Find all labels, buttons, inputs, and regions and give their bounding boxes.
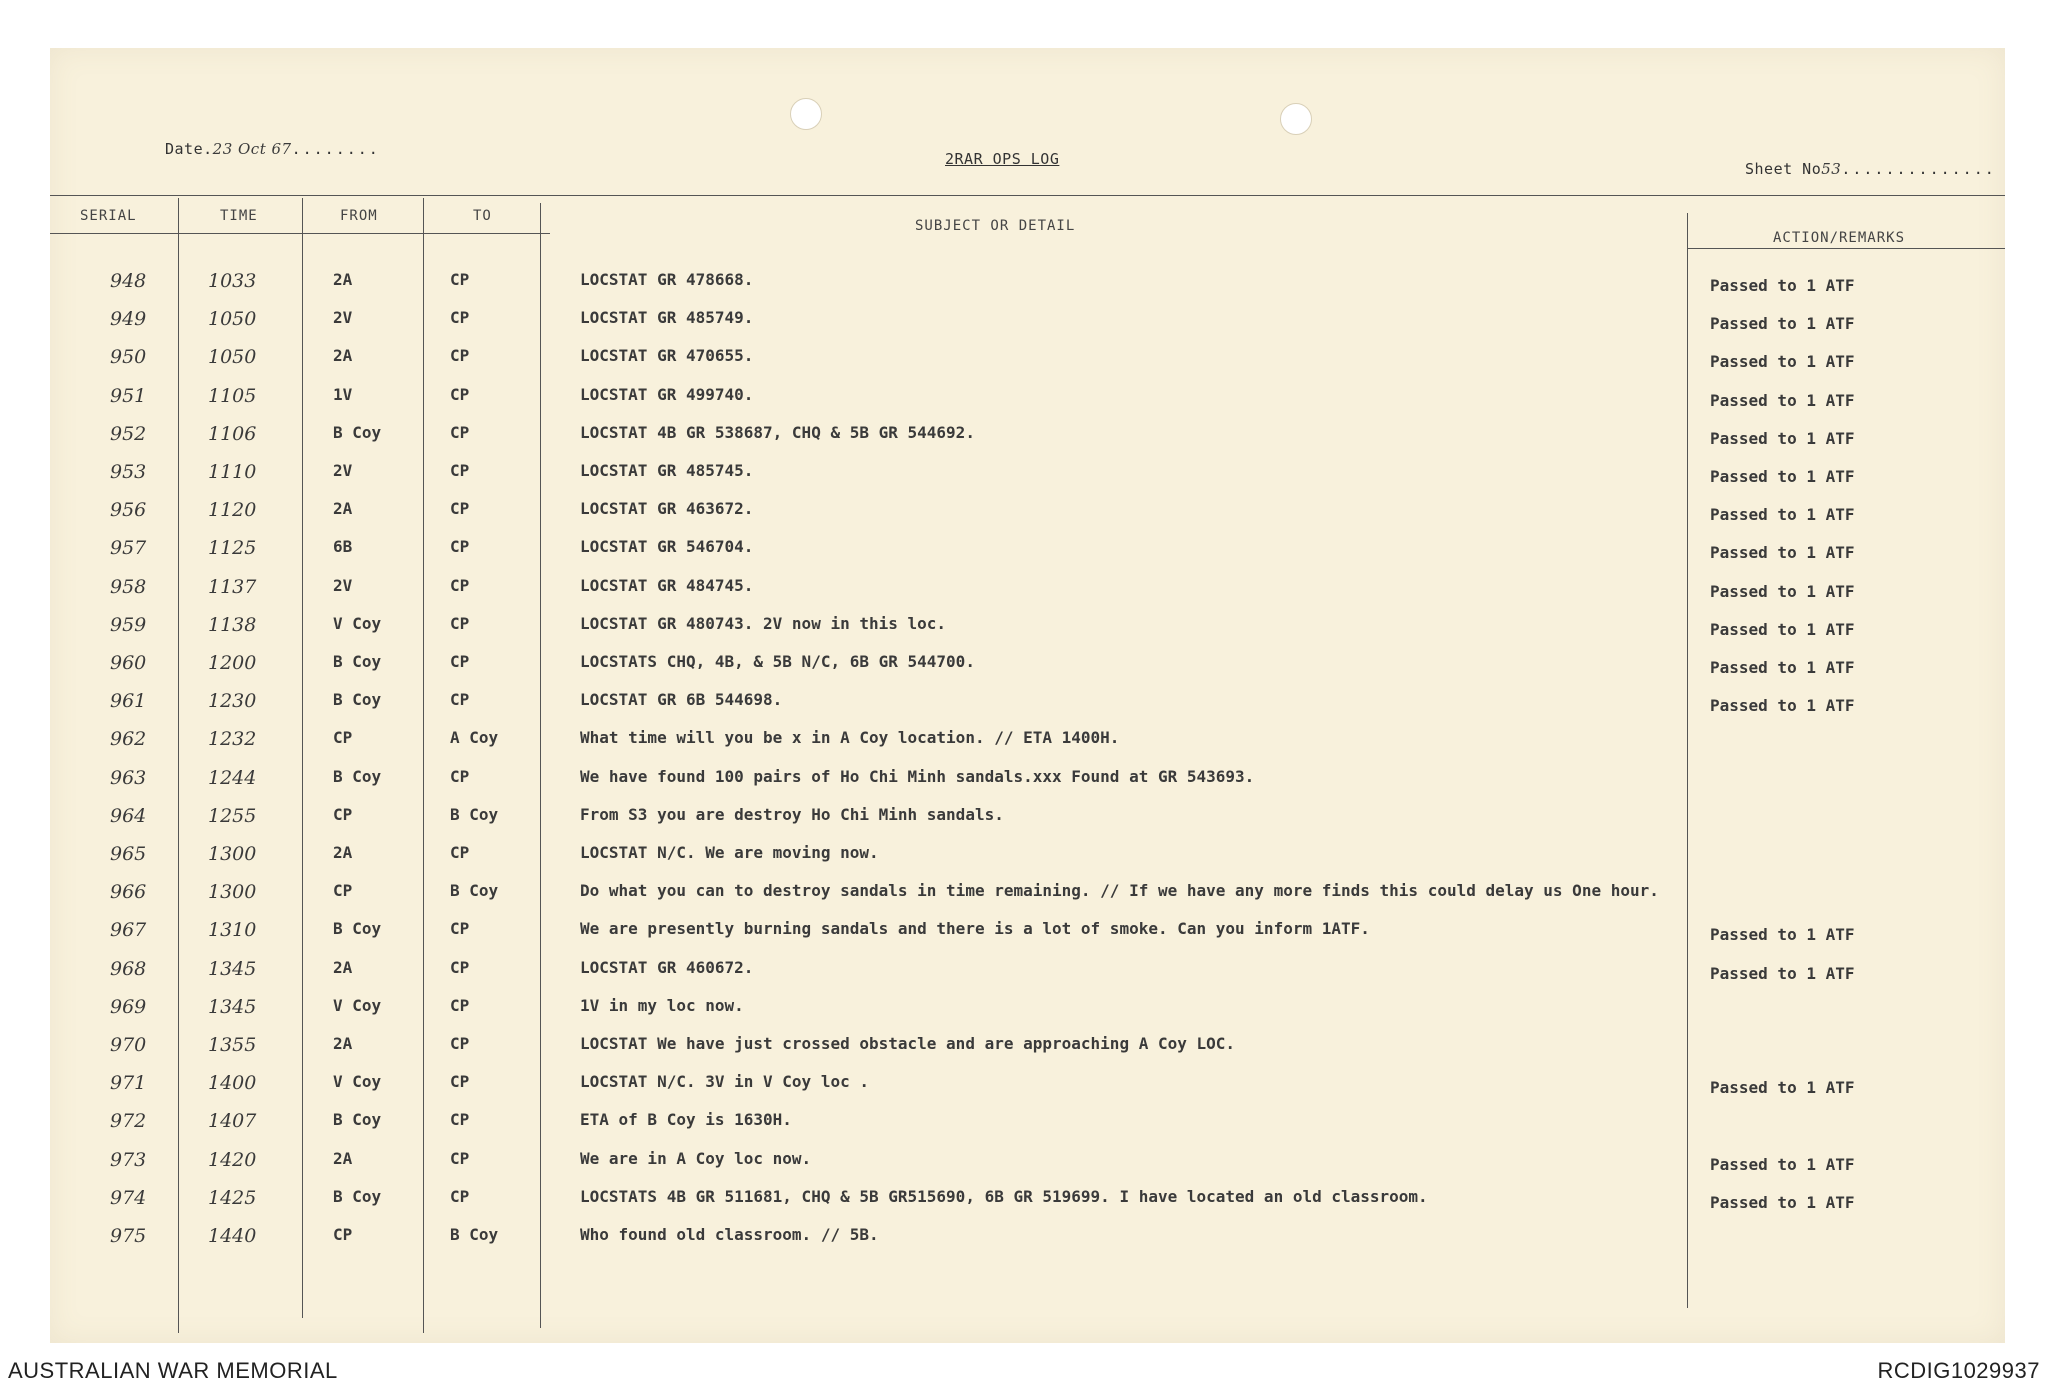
col-head-serial: SERIAL xyxy=(80,208,137,224)
cell-time: 1400 xyxy=(208,1072,257,1095)
cell-to: CP xyxy=(450,1148,470,1168)
header-bottom-rule-right xyxy=(1687,248,2005,249)
log-row xyxy=(50,843,2005,881)
cell-serial: 972 xyxy=(110,1110,147,1133)
cell-detail: We have found 100 pairs of Ho Chi Minh sandals.xxx Found at GR 543693. xyxy=(580,766,1255,786)
cell-time: 1106 xyxy=(208,422,257,445)
cell-from: 2A xyxy=(333,346,353,366)
punch-hole-left xyxy=(790,98,822,130)
cell-serial: 966 xyxy=(110,881,147,904)
cell-detail: LOCSTAT GR 6B 544698. xyxy=(580,690,783,710)
cell-from: 2V xyxy=(333,575,353,595)
cell-detail: ETA of B Coy is 1630H. xyxy=(580,1110,792,1130)
cell-detail: Do what you can to destroy sandals in time remaining. // If we have any more finds this could delay us One hour. xyxy=(580,881,1659,901)
cell-remark: Passed to 1 ATF xyxy=(1710,314,1855,334)
log-row xyxy=(50,614,2005,652)
cell-serial: 968 xyxy=(110,957,147,980)
sheet-number xyxy=(1745,160,1996,178)
cell-time: 1105 xyxy=(208,384,257,407)
cell-detail: LOCSTATS 4B GR 511681, CHQ & 5B GR515690, 6B GR 519699. I have located an old classroom. xyxy=(580,1186,1428,1206)
footer-record-id: RCDIG1029937 xyxy=(1877,1358,2040,1383)
cell-to: CP xyxy=(450,919,470,939)
cell-from: 2A xyxy=(333,957,353,977)
col-head-time: TIME xyxy=(220,208,258,224)
cell-to: B Coy xyxy=(450,881,499,901)
cell-remark: Passed to 1 ATF xyxy=(1710,1154,1855,1174)
cell-to: CP xyxy=(450,499,470,519)
log-row xyxy=(50,385,2005,423)
cell-detail: LOCSTATS CHQ, 4B, & 5B N/C, 6B GR 544700. xyxy=(580,652,975,671)
cell-detail: LOCSTAT GR 485749. xyxy=(580,308,754,328)
log-sheet xyxy=(50,48,2005,1343)
cell-detail: We are in A Coy loc now. xyxy=(580,1148,812,1168)
cell-time: 1300 xyxy=(208,843,257,865)
cell-remark: Passed to 1 ATF xyxy=(1710,390,1855,410)
log-title xyxy=(945,150,1059,168)
cell-detail: LOCSTAT N/C. 3V in V Coy loc . xyxy=(580,1072,869,1092)
cell-time: 1425 xyxy=(208,1186,257,1209)
cell-time: 1050 xyxy=(208,346,257,369)
cell-time: 1230 xyxy=(208,690,257,713)
cell-from: B Coy xyxy=(333,690,382,710)
cell-from: B Coy xyxy=(333,422,382,442)
cell-to: CP xyxy=(450,613,470,633)
log-row xyxy=(50,423,2005,461)
cell-detail: LOCSTAT GR 478668. xyxy=(580,270,754,289)
log-row xyxy=(50,996,2005,1034)
header-bottom-rule-left xyxy=(50,233,550,234)
cell-detail: LOCSTAT We have just crossed obstacle and are approaching A Coy LOC. xyxy=(580,1034,1236,1053)
cell-to: CP xyxy=(450,346,470,366)
log-row xyxy=(50,767,2005,805)
log-row xyxy=(50,1187,2005,1225)
col-head-remarks: ACTION/REMARKS xyxy=(1773,230,1906,246)
sheet-dots: .............. xyxy=(1841,160,1996,178)
log-row xyxy=(50,499,2005,537)
log-row xyxy=(50,346,2005,384)
cell-serial: 958 xyxy=(110,575,147,598)
cell-serial: 971 xyxy=(110,1072,147,1095)
cell-from: B Coy xyxy=(333,1186,382,1206)
log-row xyxy=(50,308,2005,346)
log-row xyxy=(50,919,2005,957)
cell-serial: 973 xyxy=(110,1148,147,1171)
sheet-value: 53 xyxy=(1821,160,1842,178)
cell-to: CP xyxy=(450,1110,470,1130)
cell-serial: 953 xyxy=(110,461,147,483)
cell-time: 1345 xyxy=(208,995,257,1018)
cell-serial: 951 xyxy=(110,384,147,407)
cell-detail: What time will you be x in A Coy location. // ETA 1400H. xyxy=(580,728,1120,748)
cell-from: B Coy xyxy=(333,919,382,939)
cell-serial: 950 xyxy=(110,346,147,369)
cell-to: CP xyxy=(450,957,470,977)
cell-time: 1300 xyxy=(208,881,257,904)
cell-to: CP xyxy=(450,384,470,404)
cell-time: 1110 xyxy=(208,461,257,483)
cell-serial: 952 xyxy=(110,422,147,445)
sheet-label: Sheet No xyxy=(1745,160,1822,178)
cell-remark: Passed to 1 ATF xyxy=(1710,581,1855,601)
date-label: Date. xyxy=(165,140,213,158)
cell-remark: Passed to 1 ATF xyxy=(1710,1192,1855,1212)
cell-remark: Passed to 1 ATF xyxy=(1710,467,1855,486)
footer-archive-name: AUSTRALIAN WAR MEMORIAL xyxy=(8,1358,338,1383)
cell-remark: Passed to 1 ATF xyxy=(1710,1078,1855,1098)
cell-remark: Passed to 1 ATF xyxy=(1710,658,1855,677)
cell-remark: Passed to 1 ATF xyxy=(1710,276,1855,295)
cell-remark: Passed to 1 ATF xyxy=(1710,543,1855,563)
cell-detail: LOCSTAT 4B GR 538687, CHQ & 5B GR 544692. xyxy=(580,422,975,442)
cell-time: 1138 xyxy=(208,613,257,636)
cell-serial: 962 xyxy=(110,728,147,751)
cell-time: 1440 xyxy=(208,1225,257,1247)
cell-detail: LOCSTAT GR 470655. xyxy=(580,346,754,366)
cell-time: 1125 xyxy=(208,537,257,560)
cell-serial: 967 xyxy=(110,919,147,942)
date-dots: ........ xyxy=(291,140,380,158)
log-row xyxy=(50,1034,2005,1072)
cell-serial: 963 xyxy=(110,766,147,789)
cell-from: 1V xyxy=(333,384,353,404)
cell-time: 1120 xyxy=(208,499,257,522)
cell-to: CP xyxy=(450,308,470,328)
cell-from: 2A xyxy=(333,270,353,289)
log-row xyxy=(50,805,2005,843)
cell-serial: 974 xyxy=(110,1186,147,1209)
cell-remark: Passed to 1 ATF xyxy=(1710,963,1855,983)
cell-from: V Coy xyxy=(333,613,382,633)
cell-to: CP xyxy=(450,575,470,595)
cell-to: CP xyxy=(450,652,470,671)
log-row xyxy=(50,270,2005,308)
cell-serial: 956 xyxy=(110,499,147,522)
punch-hole-right xyxy=(1280,103,1312,135)
cell-remark: Passed to 1 ATF xyxy=(1710,505,1855,525)
cell-time: 1033 xyxy=(208,270,257,292)
cell-to: A Coy xyxy=(450,728,499,748)
log-row xyxy=(50,1072,2005,1110)
cell-to: CP xyxy=(450,270,470,289)
cell-to: B Coy xyxy=(450,804,499,824)
cell-serial: 969 xyxy=(110,995,147,1018)
cell-time: 1310 xyxy=(208,919,257,942)
cell-detail: LOCSTAT GR 499740. xyxy=(580,384,754,404)
cell-detail: LOCSTAT GR 484745. xyxy=(580,575,754,595)
log-row xyxy=(50,958,2005,996)
cell-serial: 964 xyxy=(110,804,147,827)
cell-time: 1345 xyxy=(208,957,257,980)
cell-to: CP xyxy=(450,537,470,557)
header-top-rule xyxy=(50,195,2005,196)
cell-to: CP xyxy=(450,461,470,480)
cell-remark: Passed to 1 ATF xyxy=(1710,925,1855,945)
log-title-text: 2RAR OPS LOG xyxy=(945,150,1060,168)
cell-detail: 1V in my loc now. xyxy=(580,995,744,1015)
cell-to: CP xyxy=(450,690,470,710)
cell-time: 1407 xyxy=(208,1110,257,1133)
cell-time: 1244 xyxy=(208,766,257,789)
log-row xyxy=(50,1225,2005,1263)
cell-from: 6B xyxy=(333,537,353,557)
cell-time: 1255 xyxy=(208,804,257,827)
cell-detail: LOCSTAT GR 463672. xyxy=(580,499,754,519)
cell-from: 2V xyxy=(333,461,353,480)
cell-to: CP xyxy=(450,1072,470,1092)
log-row xyxy=(50,1149,2005,1187)
cell-from: CP xyxy=(333,881,353,901)
cell-from: V Coy xyxy=(333,995,382,1015)
cell-serial: 975 xyxy=(110,1225,147,1247)
cell-time: 1232 xyxy=(208,728,257,751)
date-line xyxy=(165,140,380,158)
cell-detail: LOCSTAT N/C. We are moving now. xyxy=(580,843,879,862)
col-head-to: TO xyxy=(473,208,492,224)
cell-from: 2A xyxy=(333,1034,353,1053)
log-row xyxy=(50,1110,2005,1148)
log-row xyxy=(50,881,2005,919)
cell-serial: 957 xyxy=(110,537,147,560)
cell-time: 1355 xyxy=(208,1034,257,1056)
cell-remark: Passed to 1 ATF xyxy=(1710,619,1855,639)
cell-time: 1420 xyxy=(208,1148,257,1171)
cell-remark: Passed to 1 ATF xyxy=(1710,696,1855,716)
cell-to: CP xyxy=(450,843,470,862)
log-row xyxy=(50,576,2005,614)
cell-from: B Coy xyxy=(333,652,382,671)
cell-to: CP xyxy=(450,1034,470,1053)
cell-detail: LOCSTAT GR 480743. 2V now in this loc. xyxy=(580,613,947,633)
cell-from: CP xyxy=(333,804,353,824)
date-value: 23 Oct 67 xyxy=(212,140,292,158)
cell-to: CP xyxy=(450,422,470,442)
cell-from: 2A xyxy=(333,1148,353,1168)
log-row xyxy=(50,728,2005,766)
cell-remark: Passed to 1 ATF xyxy=(1710,428,1855,448)
cell-serial: 965 xyxy=(110,843,147,865)
cell-serial: 960 xyxy=(110,652,147,674)
col-head-from: FROM xyxy=(340,208,378,224)
log-row xyxy=(50,461,2005,499)
cell-detail: From S3 you are destroy Ho Chi Minh sandals. xyxy=(580,804,1004,824)
cell-to: CP xyxy=(450,1186,470,1206)
cell-serial: 948 xyxy=(110,270,147,292)
cell-from: V Coy xyxy=(333,1072,382,1092)
cell-from: B Coy xyxy=(333,766,382,786)
cell-time: 1137 xyxy=(208,575,257,598)
log-row xyxy=(50,652,2005,690)
col-head-detail: SUBJECT OR DETAIL xyxy=(915,218,1076,234)
cell-from: CP xyxy=(333,728,353,748)
cell-detail: We are presently burning sandals and there is a lot of smoke. Can you inform 1ATF. xyxy=(580,919,1370,939)
cell-from: CP xyxy=(333,1225,353,1244)
cell-from: 2A xyxy=(333,499,353,519)
cell-remark: Passed to 1 ATF xyxy=(1710,352,1855,372)
log-row xyxy=(50,690,2005,728)
cell-serial: 970 xyxy=(110,1034,147,1056)
cell-detail: LOCSTAT GR 460672. xyxy=(580,957,754,977)
cell-to: CP xyxy=(450,766,470,786)
cell-to: CP xyxy=(450,995,470,1015)
cell-serial: 961 xyxy=(110,690,147,713)
cell-serial: 959 xyxy=(110,613,147,636)
cell-from: B Coy xyxy=(333,1110,382,1130)
log-row xyxy=(50,537,2005,575)
cell-detail: Who found old classroom. // 5B. xyxy=(580,1225,879,1244)
cell-time: 1200 xyxy=(208,652,257,674)
cell-from: 2A xyxy=(333,843,353,862)
cell-detail: LOCSTAT GR 485745. xyxy=(580,461,754,480)
cell-from: 2V xyxy=(333,308,353,328)
cell-to: B Coy xyxy=(450,1225,499,1244)
cell-time: 1050 xyxy=(208,308,257,331)
cell-detail: LOCSTAT GR 546704. xyxy=(580,537,754,557)
cell-serial: 949 xyxy=(110,308,147,331)
